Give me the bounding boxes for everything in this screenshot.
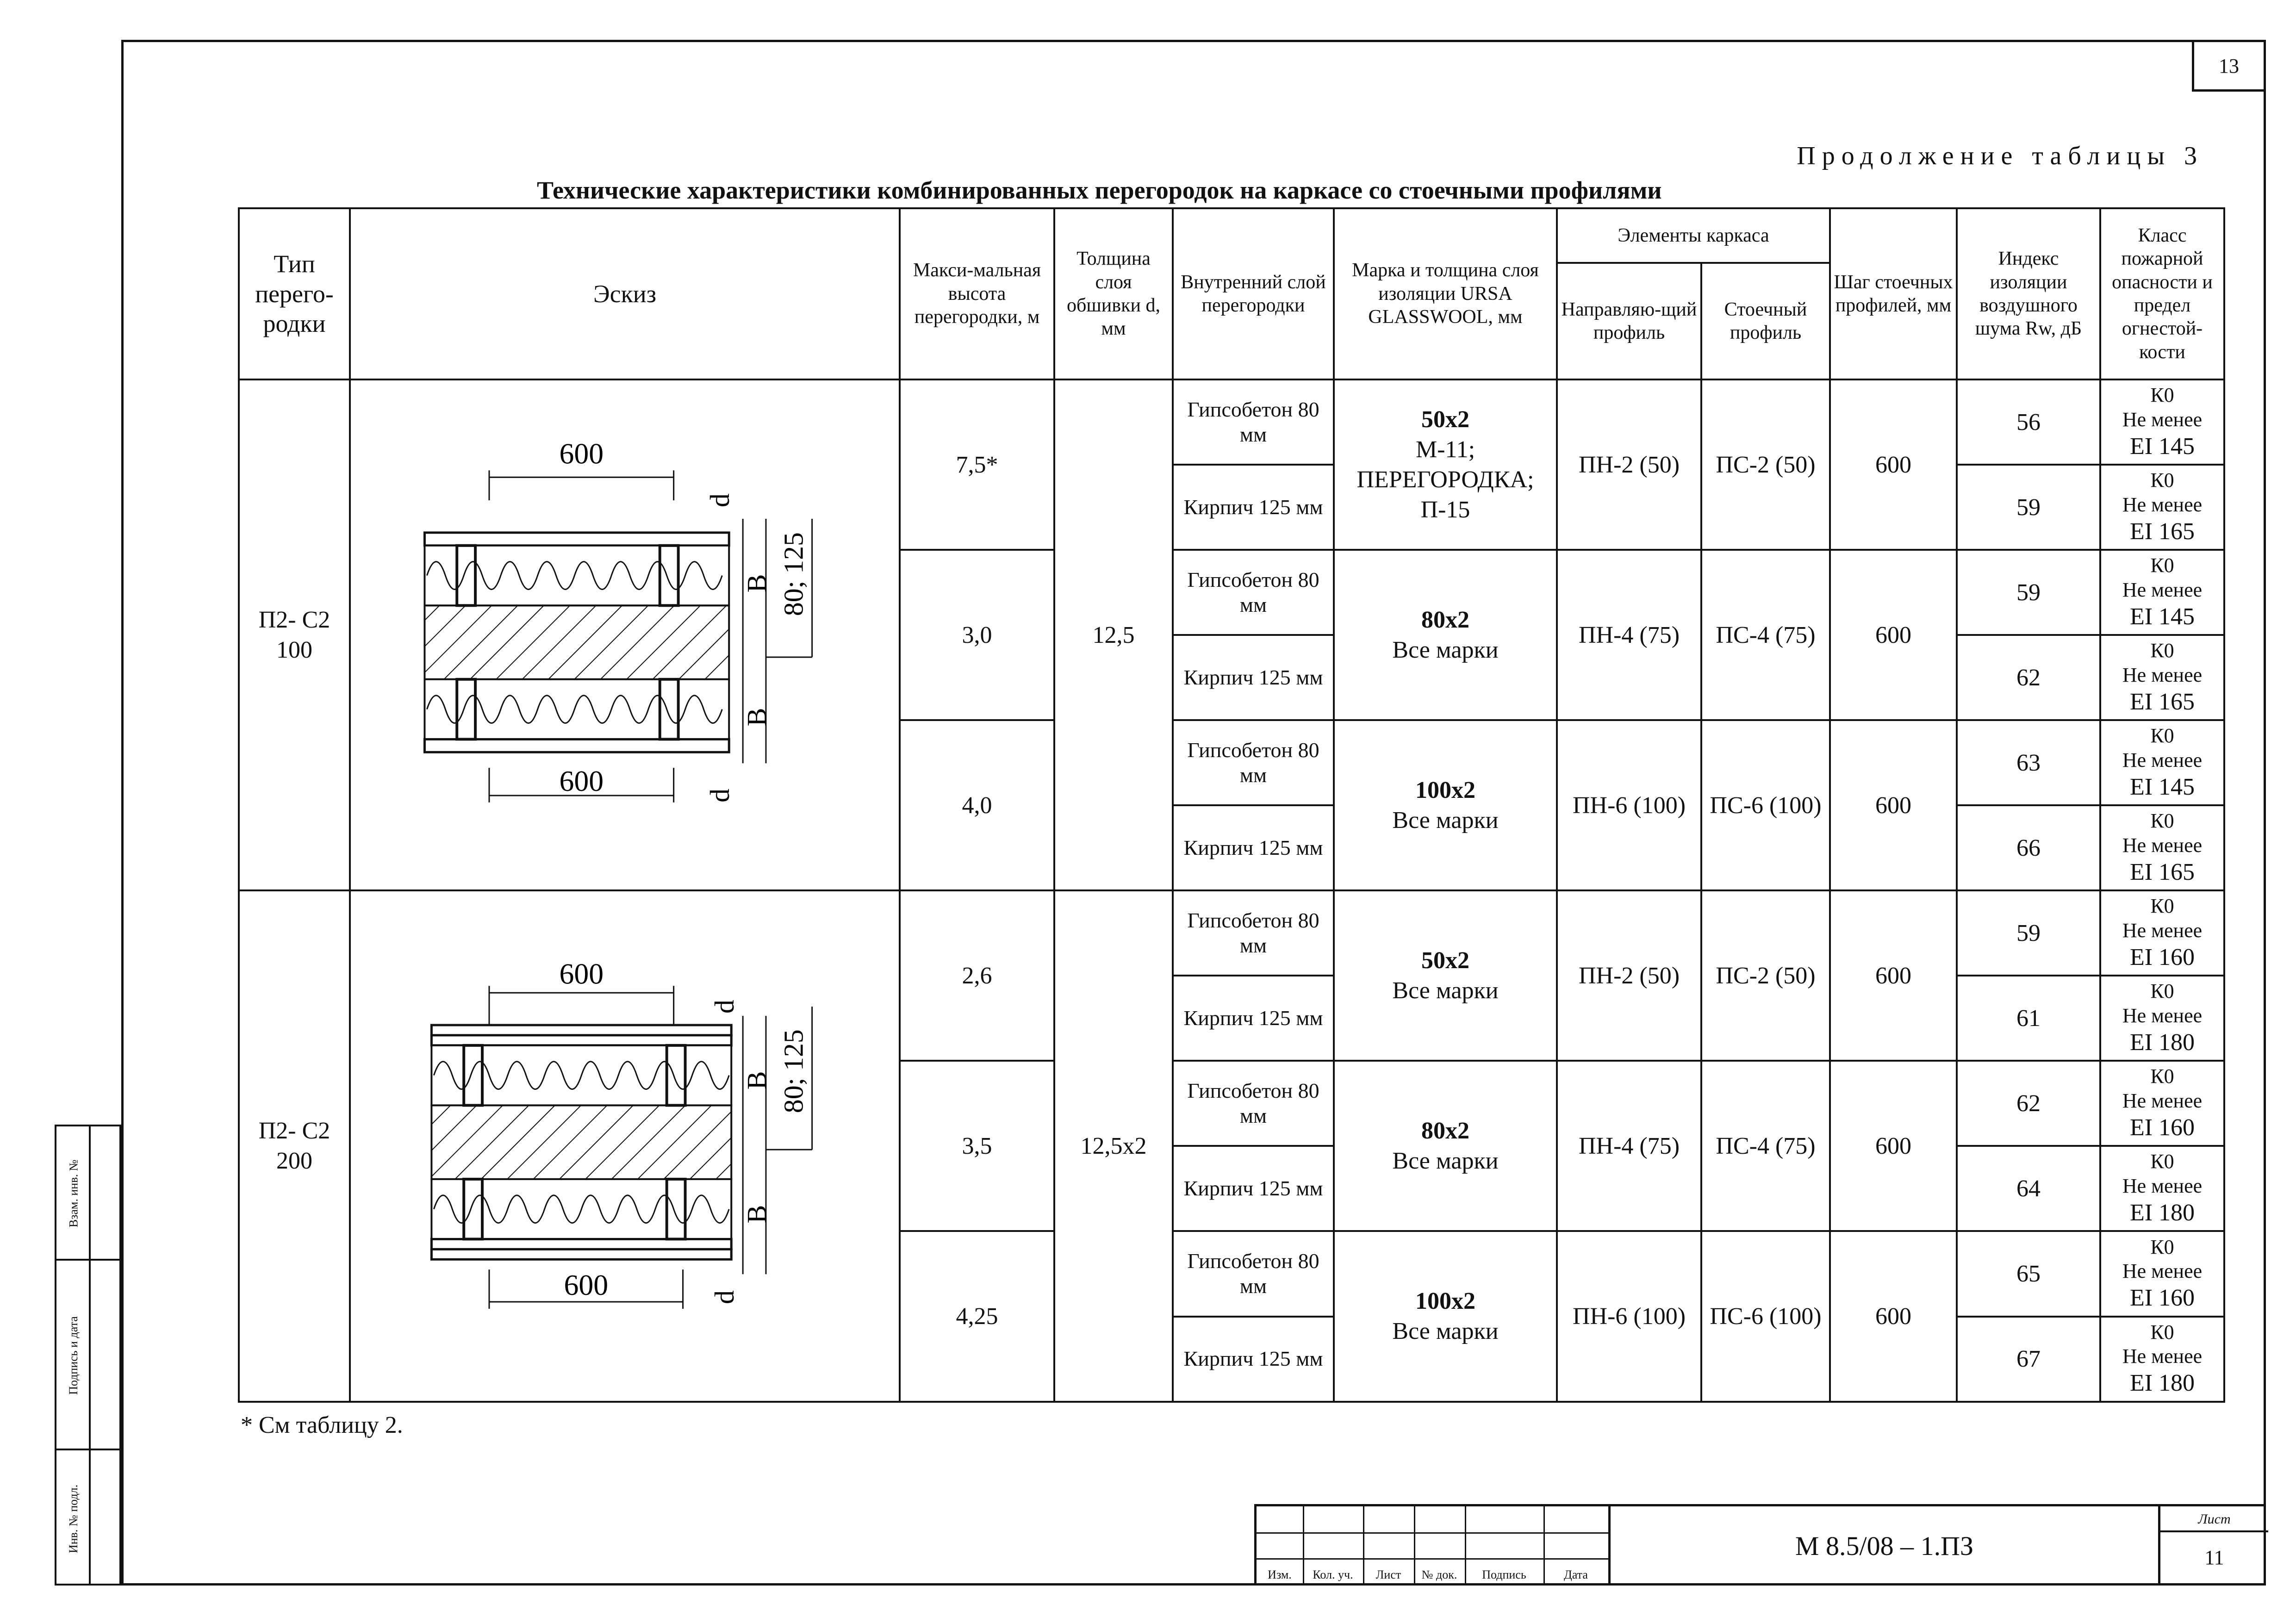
max-height: 4,25 xyxy=(900,1231,1054,1401)
max-height: 3,5 xyxy=(900,1061,1054,1231)
svg-text:B: B xyxy=(741,708,772,727)
gap-label: 80; 125 xyxy=(778,1029,809,1113)
guide-profile: ПН-2 (50) xyxy=(1557,379,1701,550)
header-step: Шаг стоечных профилей, мм xyxy=(1830,208,1957,379)
noise-index: 67 xyxy=(1957,1317,2100,1402)
stud-profile: ПС-6 (100) xyxy=(1701,1231,1830,1401)
guide-profile: ПН-2 (50) xyxy=(1557,890,1701,1061)
stud-profile: ПС-4 (75) xyxy=(1701,550,1830,720)
insulation-size: 80x2 xyxy=(1421,607,1469,634)
width-label-bottom: 600 xyxy=(564,1269,609,1302)
inner-layer: Кирпич 125 мм xyxy=(1173,805,1334,890)
guide-profile: ПН-4 (75) xyxy=(1557,1061,1701,1231)
insulation-top xyxy=(424,546,729,606)
side-stamp xyxy=(55,1125,121,1586)
partition-sketch-double xyxy=(351,891,899,1400)
noise-index: 63 xyxy=(1957,720,2100,805)
noise-index: 59 xyxy=(1957,465,2100,550)
svg-text:d: d xyxy=(704,789,735,802)
fire-rating: К0 Не менее EI 180 xyxy=(2100,1146,2224,1231)
insulation-brand: Все марки xyxy=(1392,637,1499,664)
noise-index: 61 xyxy=(1957,976,2100,1061)
stud-profile: ПС-6 (100) xyxy=(1701,720,1830,890)
header-thickness: Толщина слоя обшивки d, мм xyxy=(1054,208,1173,379)
guide-profile: ПН-4 (75) xyxy=(1557,550,1701,720)
width-label-bottom: 600 xyxy=(559,765,604,798)
insulation-brand: Все марки xyxy=(1392,1318,1499,1345)
noise-index: 64 xyxy=(1957,1146,2100,1231)
noise-index: 66 xyxy=(1957,805,2100,890)
sheet-number: 11 xyxy=(2204,1546,2224,1569)
stud-profile: ПС-2 (50) xyxy=(1701,379,1830,550)
partition-type: П2- С2 100 xyxy=(239,379,350,890)
title-block xyxy=(1254,1504,2266,1586)
fire-rating: К0 Не менее EI 145 xyxy=(2100,379,2224,465)
sketch-p2-c2-100 xyxy=(350,379,900,890)
inner-wall xyxy=(431,1106,731,1179)
header-insulation: Марка и толщина слоя изоляции URSA GLASSWOOL, мм xyxy=(1334,208,1557,379)
insulation-size: 100x2 xyxy=(1415,777,1475,804)
inner-layer: Гипсобетон 80 мм xyxy=(1173,720,1334,805)
inner-layer: Гипсобетон 80 мм xyxy=(1173,1231,1334,1316)
inner-layer: Кирпич 125 мм xyxy=(1173,1317,1334,1402)
noise-index: 59 xyxy=(1957,890,2100,976)
inner-layer: Гипсобетон 80 мм xyxy=(1173,379,1334,465)
max-height: 2,6 xyxy=(900,890,1054,1061)
label-signature: Подпись xyxy=(1482,1568,1526,1581)
revision-grid xyxy=(1257,1506,1608,1586)
fire-rating: К0 Не менее EI 165 xyxy=(2100,635,2224,720)
partition-type: П2- С2 200 xyxy=(239,890,350,1401)
svg-text:d: d xyxy=(709,1290,740,1305)
b-label: B xyxy=(741,1071,772,1090)
inner-layer: Гипсобетон 80 мм xyxy=(1173,890,1334,976)
insulation-brand: Все марки xyxy=(1392,977,1499,1004)
fire-rating: К0 Не менее EI 160 xyxy=(2100,1061,2224,1146)
max-height: 3,0 xyxy=(900,550,1054,720)
header-max-height: Макси-мальная высота перегородки, м xyxy=(900,208,1054,379)
inner-layer: Кирпич 125 мм xyxy=(1173,465,1334,550)
header-type: Тип перего-родки xyxy=(239,208,350,379)
fire-rating: К0 Не менее EI 160 xyxy=(2100,1231,2224,1316)
guide-profile: ПН-6 (100) xyxy=(1557,1231,1701,1401)
table-row xyxy=(239,890,2224,976)
fire-rating: К0 Не менее EI 145 xyxy=(2100,550,2224,635)
label-sheet: Лист xyxy=(1375,1568,1401,1581)
board-thickness: 12,5 xyxy=(1054,379,1173,890)
fire-rating: К0 Не менее EI 180 xyxy=(2100,976,2224,1061)
insulation-size: 50x2 xyxy=(1421,947,1469,974)
fire-rating: К0 Не менее EI 145 xyxy=(2100,720,2224,805)
fire-rating: К0 Не менее EI 160 xyxy=(2100,890,2224,976)
side-stamp-replace: Взам. инв. № xyxy=(67,1159,80,1228)
header-fire: Класс пожарной опасности и предел огнестой-кости xyxy=(2100,208,2224,379)
stud-step: 600 xyxy=(1830,720,1957,890)
table-row xyxy=(239,379,2224,465)
board-top-inner xyxy=(431,1035,731,1045)
inner-layer: Гипсобетон 80 мм xyxy=(1173,1061,1334,1146)
stud-step: 600 xyxy=(1830,550,1957,720)
label-date: Дата xyxy=(1564,1568,1588,1581)
table-title: Технические характеристики комбинированных перегородок на каркасе со стоечными профилями xyxy=(537,176,1662,204)
max-height: 4,0 xyxy=(900,720,1054,890)
side-stamp-sign: Подпись и дата xyxy=(67,1316,80,1395)
guide-profile: ПН-6 (100) xyxy=(1557,720,1701,890)
label-count: Кол. уч. xyxy=(1313,1568,1353,1581)
noise-index: 62 xyxy=(1957,1061,2100,1146)
inner-layer: Гипсобетон 80 мм xyxy=(1173,550,1334,635)
insulation-brand: М-11; ПЕРЕГОРОДКА; П-15 xyxy=(1356,436,1534,523)
header-sketch: Эскиз xyxy=(350,208,900,379)
stud-profile: ПС-4 (75) xyxy=(1701,1061,1830,1231)
noise-index: 62 xyxy=(1957,635,2100,720)
noise-index: 59 xyxy=(1957,550,2100,635)
spec-table xyxy=(238,207,2225,1403)
max-height: 7,5* xyxy=(900,379,1054,550)
fire-rating: К0 Не менее EI 180 xyxy=(2100,1317,2224,1402)
footnote: * См таблицу 2. xyxy=(241,1412,403,1438)
corner-page-number: 13 xyxy=(2192,40,2266,92)
board-bottom-outer xyxy=(431,1250,731,1260)
noise-index: 65 xyxy=(1957,1231,2100,1316)
insulation-size: 100x2 xyxy=(1415,1288,1475,1315)
sketch-p2-c2-200 xyxy=(350,890,900,1401)
side-stamp-inventory: Инв. № подл. xyxy=(67,1484,80,1554)
stud-step: 600 xyxy=(1830,890,1957,1061)
gap-label: 80; 125 xyxy=(778,532,809,616)
stud-step: 600 xyxy=(1830,379,1957,550)
header-frame-group: Элементы каркаса xyxy=(1557,208,1830,263)
board-thickness: 12,5x2 xyxy=(1054,890,1173,1401)
width-label-top: 600 xyxy=(559,957,604,990)
b-label: B xyxy=(741,574,772,593)
document-code: М 8.5/08 – 1.ПЗ xyxy=(1608,1506,2158,1586)
label-change: Изм. xyxy=(1268,1568,1292,1581)
label-doc: № док. xyxy=(1421,1568,1457,1581)
stud-step: 600 xyxy=(1830,1231,1957,1401)
inner-layer: Кирпич 125 мм xyxy=(1173,976,1334,1061)
board-bottom xyxy=(424,739,729,752)
board-top xyxy=(424,533,729,546)
d-label: d xyxy=(704,493,735,508)
fire-rating: К0 Не менее EI 165 xyxy=(2100,465,2224,550)
insulation-brand: Все марки xyxy=(1392,1148,1499,1175)
inner-layer: Кирпич 125 мм xyxy=(1173,1146,1334,1231)
board-bottom-inner xyxy=(431,1239,731,1250)
inner-wall xyxy=(424,605,729,679)
sheet-label: Лист xyxy=(2160,1506,2268,1532)
d-label: d xyxy=(709,1000,740,1014)
inner-layer: Кирпич 125 мм xyxy=(1173,635,1334,720)
sheet-box xyxy=(2158,1506,2268,1586)
width-label-top: 600 xyxy=(559,437,604,470)
stud-profile: ПС-2 (50) xyxy=(1701,890,1830,1061)
partition-sketch-single xyxy=(351,380,899,889)
insulation-size: 80x2 xyxy=(1421,1118,1469,1144)
insulation-bottom xyxy=(424,679,729,740)
fire-rating: К0 Не менее EI 165 xyxy=(2100,805,2224,890)
insulation-brand: Все марки xyxy=(1392,807,1499,834)
insulation-size: 50x2 xyxy=(1421,406,1469,433)
stud-step: 600 xyxy=(1830,1061,1957,1231)
header-guide-profile: Направляю-щий профиль xyxy=(1557,263,1701,379)
board-top-outer xyxy=(431,1025,731,1035)
continuation-title: Продолжение таблицы 3 xyxy=(1797,142,2203,170)
header-inner-layer: Внутренний слой перегородки xyxy=(1173,208,1334,379)
header-stud-profile: Стоечный профиль xyxy=(1701,263,1830,379)
noise-index: 56 xyxy=(1957,379,2100,465)
header-noise: Индекс изоляции воздушного шума Rw, дБ xyxy=(1957,208,2100,379)
svg-text:B: B xyxy=(741,1205,772,1224)
